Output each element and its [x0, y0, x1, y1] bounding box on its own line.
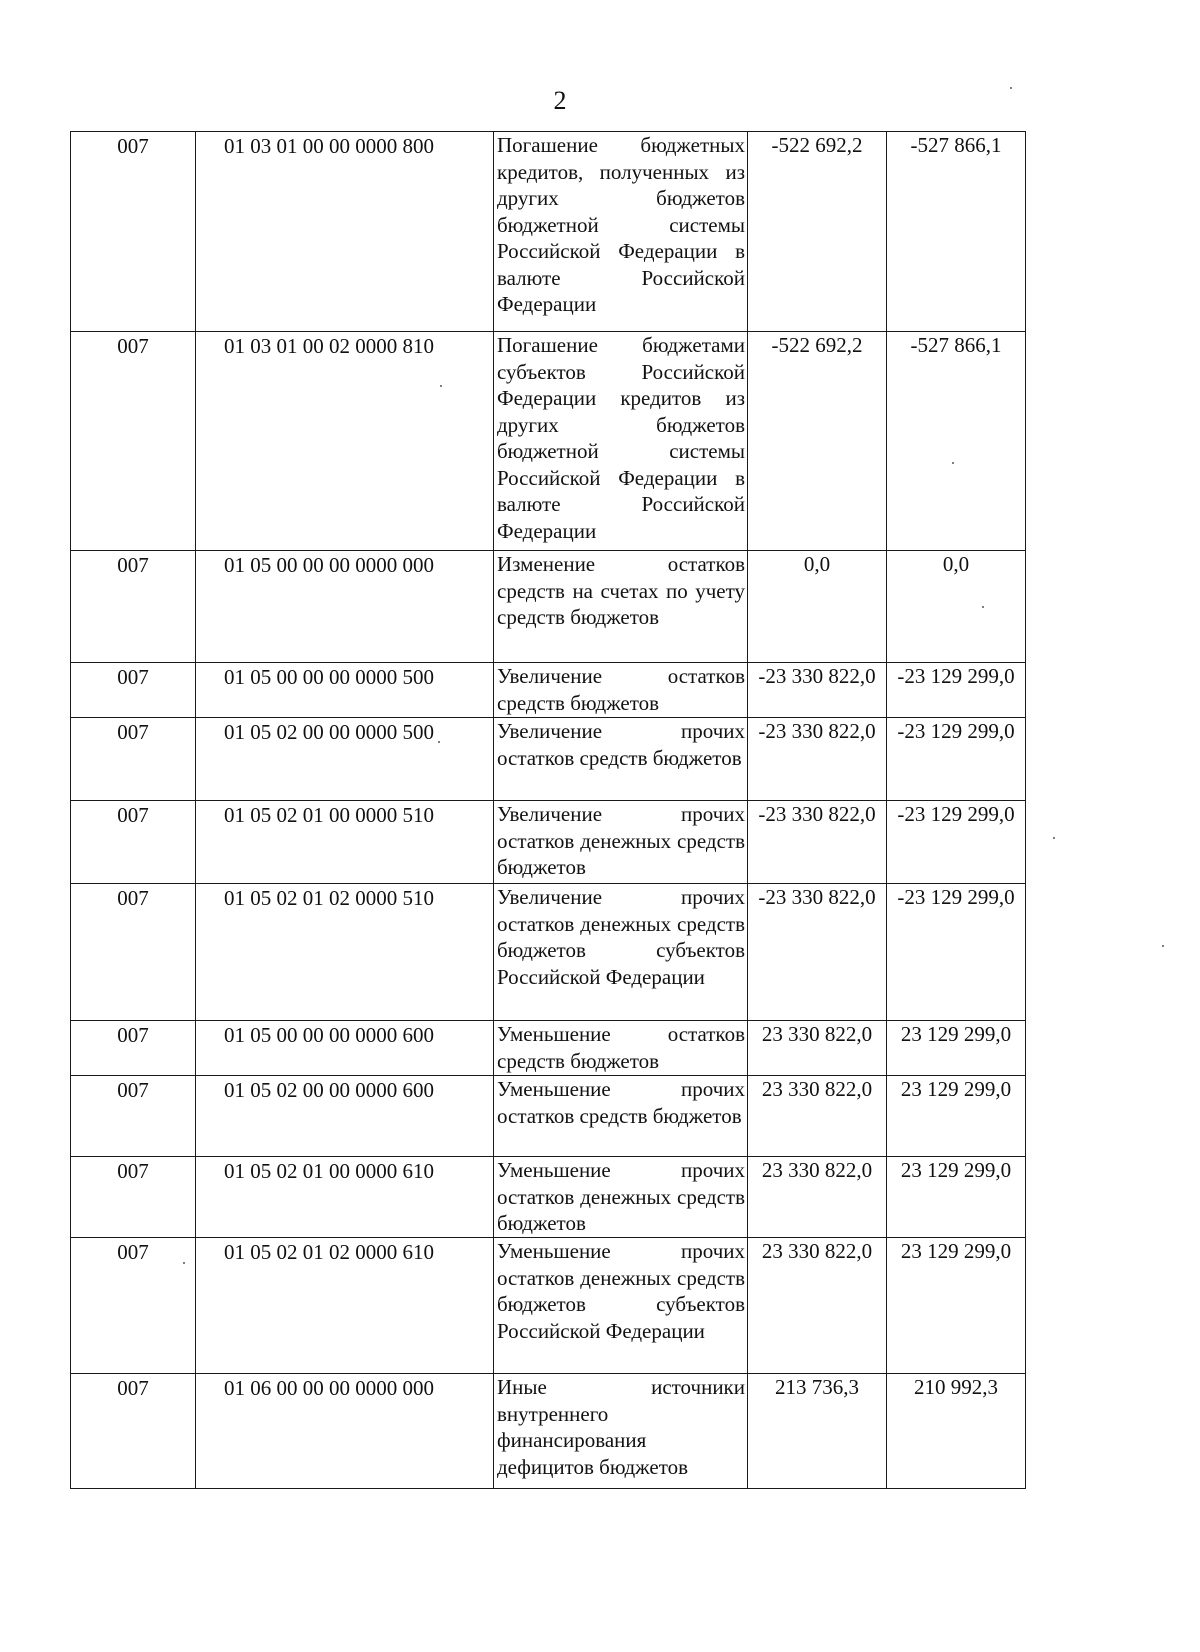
- budget-code-cell: 01 03 01 00 02 0000 810: [196, 332, 494, 551]
- amount-year1-cell: -23 330 822,0: [748, 718, 887, 801]
- admin-code-cell: 007: [71, 801, 196, 884]
- scan-speck: [440, 385, 442, 387]
- admin-code-cell: 007: [71, 718, 196, 801]
- amount-year2-cell: 210 992,3: [887, 1374, 1026, 1489]
- budget-code-cell: 01 05 00 00 00 0000 500: [196, 663, 494, 718]
- item-name-cell: Увеличение прочих остатков средств бюджетов: [494, 718, 748, 801]
- item-name-cell: Увеличение прочих остатков денежных средств бюджетов субъектов Российской Федерации: [494, 884, 748, 1021]
- admin-code-cell: 007: [71, 1076, 196, 1157]
- item-name-cell: Уменьшение прочих остатков денежных средств бюджетов: [494, 1157, 748, 1238]
- scan-speck: [1010, 87, 1012, 89]
- admin-code-cell: 007: [71, 1157, 196, 1238]
- table-row: [71, 1076, 1026, 1157]
- amount-year2-cell: -527 866,1: [887, 132, 1026, 332]
- table-row: [71, 1238, 1026, 1374]
- admin-code-cell: 007: [71, 1238, 196, 1374]
- amount-year2-cell: 0,0: [887, 551, 1026, 663]
- table-row: [71, 718, 1026, 801]
- scan-speck: [438, 741, 440, 743]
- amount-year2-cell: -23 129 299,0: [887, 884, 1026, 1021]
- budget-code-cell: 01 03 01 00 00 0000 800: [196, 132, 494, 332]
- budget-sources-table: [70, 131, 1026, 1489]
- table-row: [71, 551, 1026, 663]
- item-name-cell: Уменьшение прочих остатков средств бюджетов: [494, 1076, 748, 1157]
- amount-year1-cell: 213 736,3: [748, 1374, 887, 1489]
- admin-code-cell: 007: [71, 884, 196, 1021]
- scan-speck: [982, 606, 984, 608]
- amount-year1-cell: 23 330 822,0: [748, 1021, 887, 1076]
- budget-code-cell: 01 05 02 01 02 0000 610: [196, 1238, 494, 1374]
- item-name-cell: Иные источники внутреннего финансирования дефицитов бюджетов: [494, 1374, 748, 1489]
- amount-year2-cell: -23 129 299,0: [887, 801, 1026, 884]
- amount-year1-cell: -522 692,2: [748, 332, 887, 551]
- amount-year1-cell: -23 330 822,0: [748, 884, 887, 1021]
- amount-year1-cell: 0,0: [748, 551, 887, 663]
- amount-year2-cell: -23 129 299,0: [887, 718, 1026, 801]
- budget-code-cell: 01 05 02 01 00 0000 510: [196, 801, 494, 884]
- amount-year1-cell: 23 330 822,0: [748, 1076, 887, 1157]
- budget-code-cell: 01 05 00 00 00 0000 000: [196, 551, 494, 663]
- admin-code-cell: 007: [71, 132, 196, 332]
- item-name-cell: Увеличение прочих остатков денежных средств бюджетов: [494, 801, 748, 884]
- table-row: [71, 1021, 1026, 1076]
- item-name-cell: Уменьшение остатков средств бюджетов: [494, 1021, 748, 1076]
- budget-code-cell: 01 05 02 00 00 0000 500: [196, 718, 494, 801]
- amount-year2-cell: 23 129 299,0: [887, 1076, 1026, 1157]
- admin-code-cell: 007: [71, 663, 196, 718]
- table-row: [71, 663, 1026, 718]
- page-number: 2: [553, 86, 567, 115]
- amount-year2-cell: -527 866,1: [887, 332, 1026, 551]
- scan-speck: [1162, 945, 1164, 947]
- amount-year2-cell: -23 129 299,0: [887, 663, 1026, 718]
- item-name-cell: Уменьшение прочих остатков денежных средств бюджетов субъектов Российской Федерации: [494, 1238, 748, 1374]
- amount-year1-cell: 23 330 822,0: [748, 1238, 887, 1374]
- table-row: [71, 132, 1026, 332]
- item-name-cell: Погашение бюджетами субъектов Российской Федерации кредитов из других бюджетов бюджетной системы Российской Федерации в валюте Российской Федерации: [494, 332, 748, 551]
- item-name-cell: Изменение остатков средств на счетах по учету средств бюджетов: [494, 551, 748, 663]
- budget-code-cell: 01 05 02 01 00 0000 610: [196, 1157, 494, 1238]
- item-name-cell: Погашение бюджетных кредитов, полученных из других бюджетов бюджетной системы Российской Федерации в валюте Российской Федерации: [494, 132, 748, 332]
- amount-year1-cell: -23 330 822,0: [748, 663, 887, 718]
- admin-code-cell: 007: [71, 1021, 196, 1076]
- admin-code-cell: 007: [71, 551, 196, 663]
- scan-speck: [952, 462, 954, 464]
- budget-code-cell: 01 05 00 00 00 0000 600: [196, 1021, 494, 1076]
- scan-speck: [1053, 837, 1055, 839]
- table-row: [71, 1374, 1026, 1489]
- scan-speck: [183, 1262, 185, 1264]
- budget-code-cell: 01 05 02 01 02 0000 510: [196, 884, 494, 1021]
- table-row: [71, 332, 1026, 551]
- amount-year1-cell: -522 692,2: [748, 132, 887, 332]
- budget-code-cell: 01 06 00 00 00 0000 000: [196, 1374, 494, 1489]
- table-row: [71, 1157, 1026, 1238]
- admin-code-cell: 007: [71, 332, 196, 551]
- amount-year1-cell: -23 330 822,0: [748, 801, 887, 884]
- amount-year1-cell: 23 330 822,0: [748, 1157, 887, 1238]
- amount-year2-cell: 23 129 299,0: [887, 1157, 1026, 1238]
- amount-year2-cell: 23 129 299,0: [887, 1238, 1026, 1374]
- amount-year2-cell: 23 129 299,0: [887, 1021, 1026, 1076]
- budget-code-cell: 01 05 02 00 00 0000 600: [196, 1076, 494, 1157]
- table-row: [71, 801, 1026, 884]
- admin-code-cell: 007: [71, 1374, 196, 1489]
- item-name-cell: Увеличение остатков средств бюджетов: [494, 663, 748, 718]
- table-row: [71, 884, 1026, 1021]
